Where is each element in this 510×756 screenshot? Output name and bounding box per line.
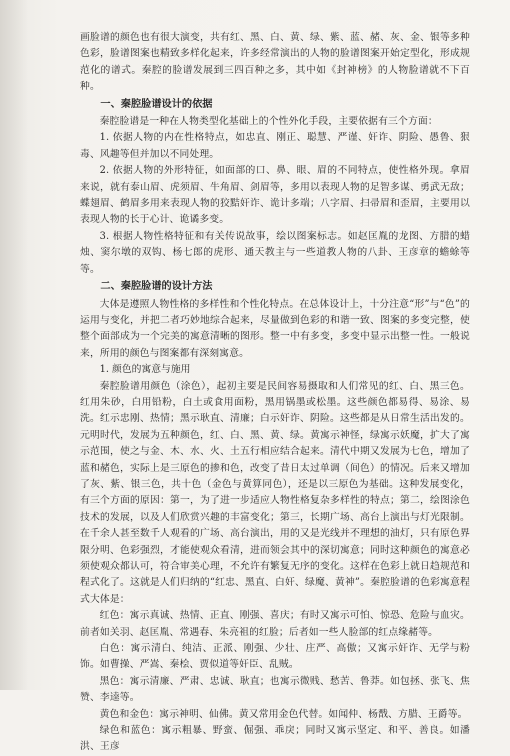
paragraph-intro-continued: 画脸谱的颜色也有很大演变，共有红、黑、白、黄、绿、紫、蓝、赭、灰、金、银等多种色彩，脸谱图案也精致多样化起来，许多经常演出的人物的脸谱图案开始定型化，形成规范化的谱式。秦腔的脸谱发展到三四百种之多，其中如《封神榜》的人物脸谱就不下百种。 <box>80 32 470 93</box>
paragraph-design-basis-intro: 秦腔脸谱是一种在人物类型化基础上的个性外化手段，主要依据有三个方面： <box>99 116 438 128</box>
paragraph-color-yellow-gold: 黄色和金色：寓示神明、仙佛。黄又常用金色代替。如闻仲、杨戬、方腊、王爵等。 <box>99 708 468 720</box>
subsection-heading-color-meaning: 1. 颜色的寓意与施用 <box>99 364 191 376</box>
paragraph-color-red: 红色：寓示真诚、热情、正直、刚强、喜庆；有时又寓示可怕、惊恐、危险与血灾。前者如关羽、赵匡胤、常遇春、朱亮祖的红脸；后者如一些人脸部的红点缘赭等。 <box>80 610 470 638</box>
binding-gutter <box>0 0 28 690</box>
paragraph-color-history: 秦腔脸谱用颜色（涂色），起初主要是民间容易摄取和人们常见的红、白、黑三色。红用朱砂，白用铅粉，白土或食用面粉，黑用锅墨或松墨。这些颜色都易得、易涂、易洗。红示忠刚、热情；黑示耿直、清廉；白示奸诈、阴险。这些都是从日常生活出发的。元明时代，发展为五种颜色，红、白、黑、黄、绿。黄寓示神怪，绿寓示妖魔，扩大了寓示范围，使之与金、木、水、火、土五行相应结合起来。清代中期又发展为七色，增加了蓝和赭色，实际上是三原色的掺和色，改变了昔日太过单调（间色）的情况。后来又增加了灰、紫、银三色，共十色（金色与黄算同色），还是以三原色为基础。这种发展变化，有三个方面的原因：第一，为了进一步适应人物性格复杂多样性的特点；第二，绘图涂色技术的发展，以及人们欣赏兴趣的丰富变化；第三，长期广场、高台上演出与灯光限制。在千余人甚至数千人观看的广场、高台演出，用的又是光线并不理想的油灯，只有原色界限分明、色彩强烈，才能使观众看清，进而领会其中的深切寓意；同时这种颜色的寓意必须使观众都认可，符合审美心理，不允许有繁复无序的变化。这样在色彩上就日趋规范和程式化了。这就是人们归纳的“红忠、黑直、白奸、绿魔、黄神”。秦腔脸谱的色彩寓意程式大体是： <box>80 380 470 605</box>
section-heading-design-method: 二、秦腔脸谱的设计方法 <box>100 281 213 293</box>
paragraph-basis-item-3: 3. 根据人物性格特征和有关传说故事，绘以图案标志。如赵匡胤的龙图、方腊的蜡烛、窦尔墩的双钩、杨七郎的虎形、通天教主与一些道教人物的八卦、王彦章的蟾蜍等等。 <box>80 230 470 275</box>
paragraph-design-method: 大体是遵照人物性格的多样性和个性化特点。在总体设计上，十分注意“形”与“色”的运用与变化，并把二者巧妙地综合起来，尽量做到色彩的和谐一致、图案的多变完整，使整个面部成为一个完美的寓意清晰的图形。整一中有多变，多变中显示出整一性。一般说来，所用的颜色与图案都有深刻寓意。 <box>80 298 470 359</box>
section-heading-design-basis: 一、秦腔脸谱设计的依据 <box>100 98 213 110</box>
paragraph-basis-item-1: 1. 依据人物的内在性格特点，如忠直、刚正、聪慧、严谨、奸诈、阴险、愚鲁、狠毒、风趣等但并加以不同处理。 <box>80 132 470 160</box>
paragraph-color-black: 黑色：寓示清廉、严肃、忠诚、耿直；也寓示微贱、愁苦、鲁莽。如包拯、张飞、焦赞、李逵等。 <box>80 675 470 704</box>
paragraph-color-white: 白色：寓示清白、纯洁、正派、刚强、少壮、庄严、高傲；又寓示奸诈、无学与粉饰。如曹操、严嵩、秦桧、贾似道等奸臣、乱贼。 <box>80 643 470 671</box>
paragraph-basis-item-2: 2. 依据人物的外形特征，如面部的口、鼻、眼、眉的不同特点，使性格外现。拿眉来说，就有泰山眉、虎须眉、牛角眉、剑眉等，多用以表现人物的足智多谋、勇武无敌；蝶翅眉、鹤眉多用来表现人物的狡黠奸诈、诡计多端；八字眉、扫帚眉和歪眉，主要用以表现人物的长于心计、诡谲多变。 <box>80 165 470 226</box>
paragraph-color-green-blue: 绿色和蓝色：寓示粗暴、野蛮、倔强、乖戾；同时又寓示坚定、和平、善良。如潘洪、王彦 <box>80 725 470 753</box>
